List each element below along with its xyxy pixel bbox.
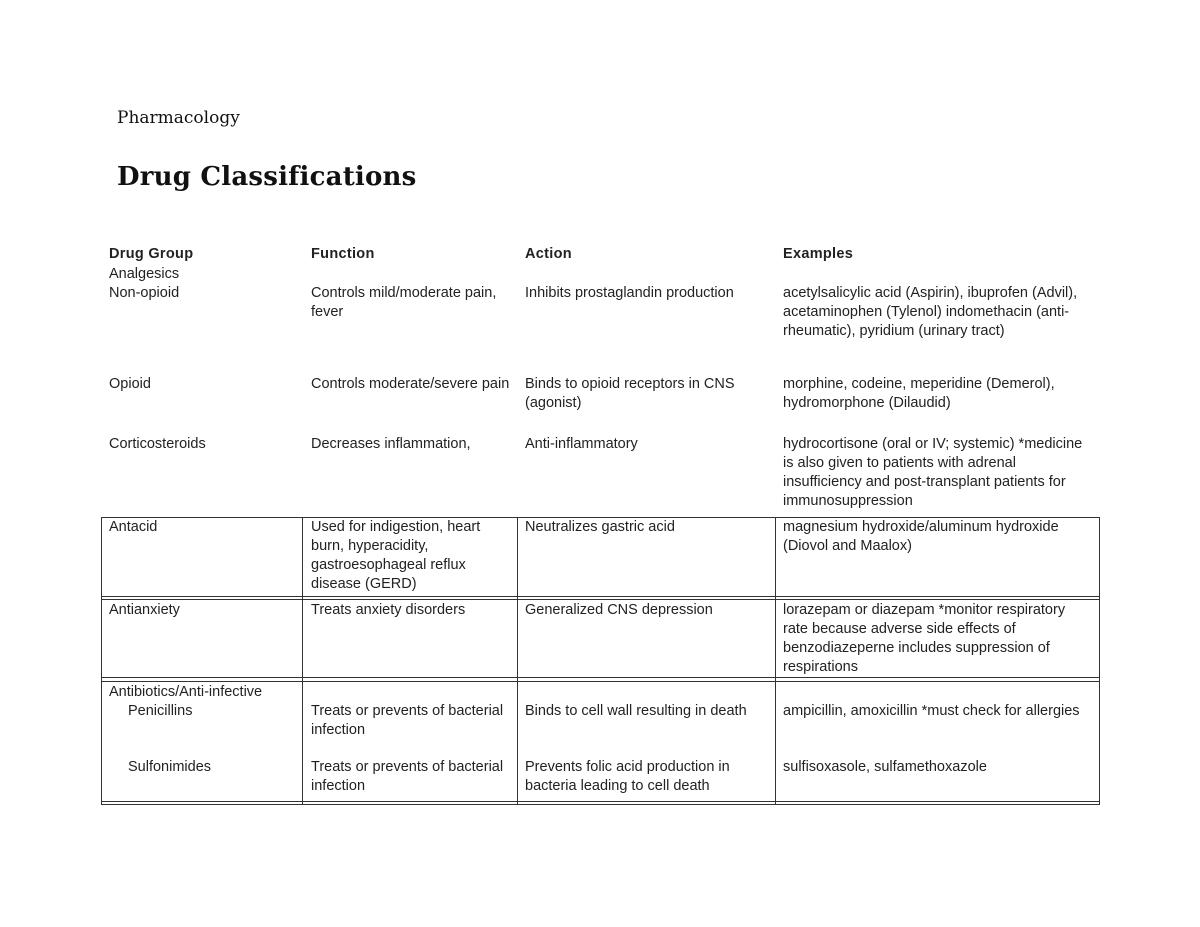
table-rule (101, 599, 1100, 600)
function-cell: Controls mild/moderate pain, fever (311, 285, 497, 320)
action-cell: Prevents folic acid production in bacteria leading to cell death (525, 759, 730, 794)
examples-cell: magnesium hydroxide/aluminum hydroxide (Diovol and Maalox) (783, 519, 1059, 554)
examples-cell: ampicillin, amoxicillin *must check for allergies (783, 703, 1080, 719)
table-rule (101, 517, 1100, 518)
action-cell: Neutralizes gastric acid (525, 519, 675, 535)
drug-group-cell: Opioid (109, 376, 151, 392)
column-header-function: Function (311, 246, 375, 262)
table-rule (517, 517, 518, 804)
table-rule (1099, 517, 1100, 804)
category-label-analgesics: Analgesics (109, 266, 180, 282)
function-cell: Treats anxiety disorders (311, 602, 466, 618)
action-cell: Inhibits prostaglandin production (525, 285, 734, 301)
function-cell: Used for indigestion, heart burn, hyperacidity, gastroesophageal reflux disease (GERD) (311, 519, 481, 592)
drug-group-cell: Sulfonimides (128, 759, 212, 775)
drug-group-cell: Penicillins (128, 703, 193, 719)
table-rule (101, 681, 1100, 682)
function-cell: Treats or prevents of bacterial infection (311, 759, 504, 794)
examples-cell: morphine, codeine, meperidine (Demerol), hydromorphone (Dilaudid) (783, 376, 1055, 411)
examples-cell: hydrocortisone (oral or IV; systemic) *medicine is also given to patients with adrenal insufficiency and post-transplant patients for immunosuppression (783, 436, 1083, 509)
drug-group-cell: Corticosteroids (109, 436, 206, 452)
function-cell: Decreases inflammation, (311, 436, 471, 452)
course-name: Pharmacology (117, 108, 240, 128)
table-rule (101, 517, 102, 804)
category-label-antibiotics: Antibiotics/Anti-infective (109, 684, 263, 700)
drug-group-cell: Antianxiety (109, 602, 180, 618)
column-header-examples: Examples (783, 246, 854, 262)
table-rule (101, 677, 1100, 678)
table-rule (302, 517, 303, 804)
examples-cell: acetylsalicylic acid (Aspirin), ibuprofen (Advil), acetaminophen (Tylenol) indomethacin (anti-rheumatic), pyridium (urinary tract) (783, 285, 1078, 339)
function-cell: Controls moderate/severe pain (311, 376, 510, 392)
action-cell: Anti-inflammatory (525, 436, 638, 452)
action-cell: Binds to cell wall resulting in death (525, 703, 747, 719)
table-rule (775, 517, 776, 804)
page-title: Drug Classifications (117, 162, 417, 192)
drug-group-cell: Antacid (109, 519, 158, 535)
action-cell: Binds to opioid receptors in CNS (agonist) (525, 376, 735, 411)
table-rule (101, 804, 1100, 805)
table-rule (101, 596, 1100, 597)
examples-cell: lorazepam or diazepam *monitor respiratory rate because adverse side effects of benzodiazeperne includes suppression of respirations (783, 602, 1066, 675)
examples-cell: sulfisoxasole, sulfamethoxazole (783, 759, 987, 775)
action-cell: Generalized CNS depression (525, 602, 713, 618)
column-header-drug-group: Drug Group (109, 246, 194, 262)
column-header-action: Action (525, 246, 572, 262)
drug-group-cell: Non-opioid (109, 285, 180, 301)
table-rule (101, 801, 1100, 802)
function-cell: Treats or prevents of bacterial infection (311, 703, 504, 738)
